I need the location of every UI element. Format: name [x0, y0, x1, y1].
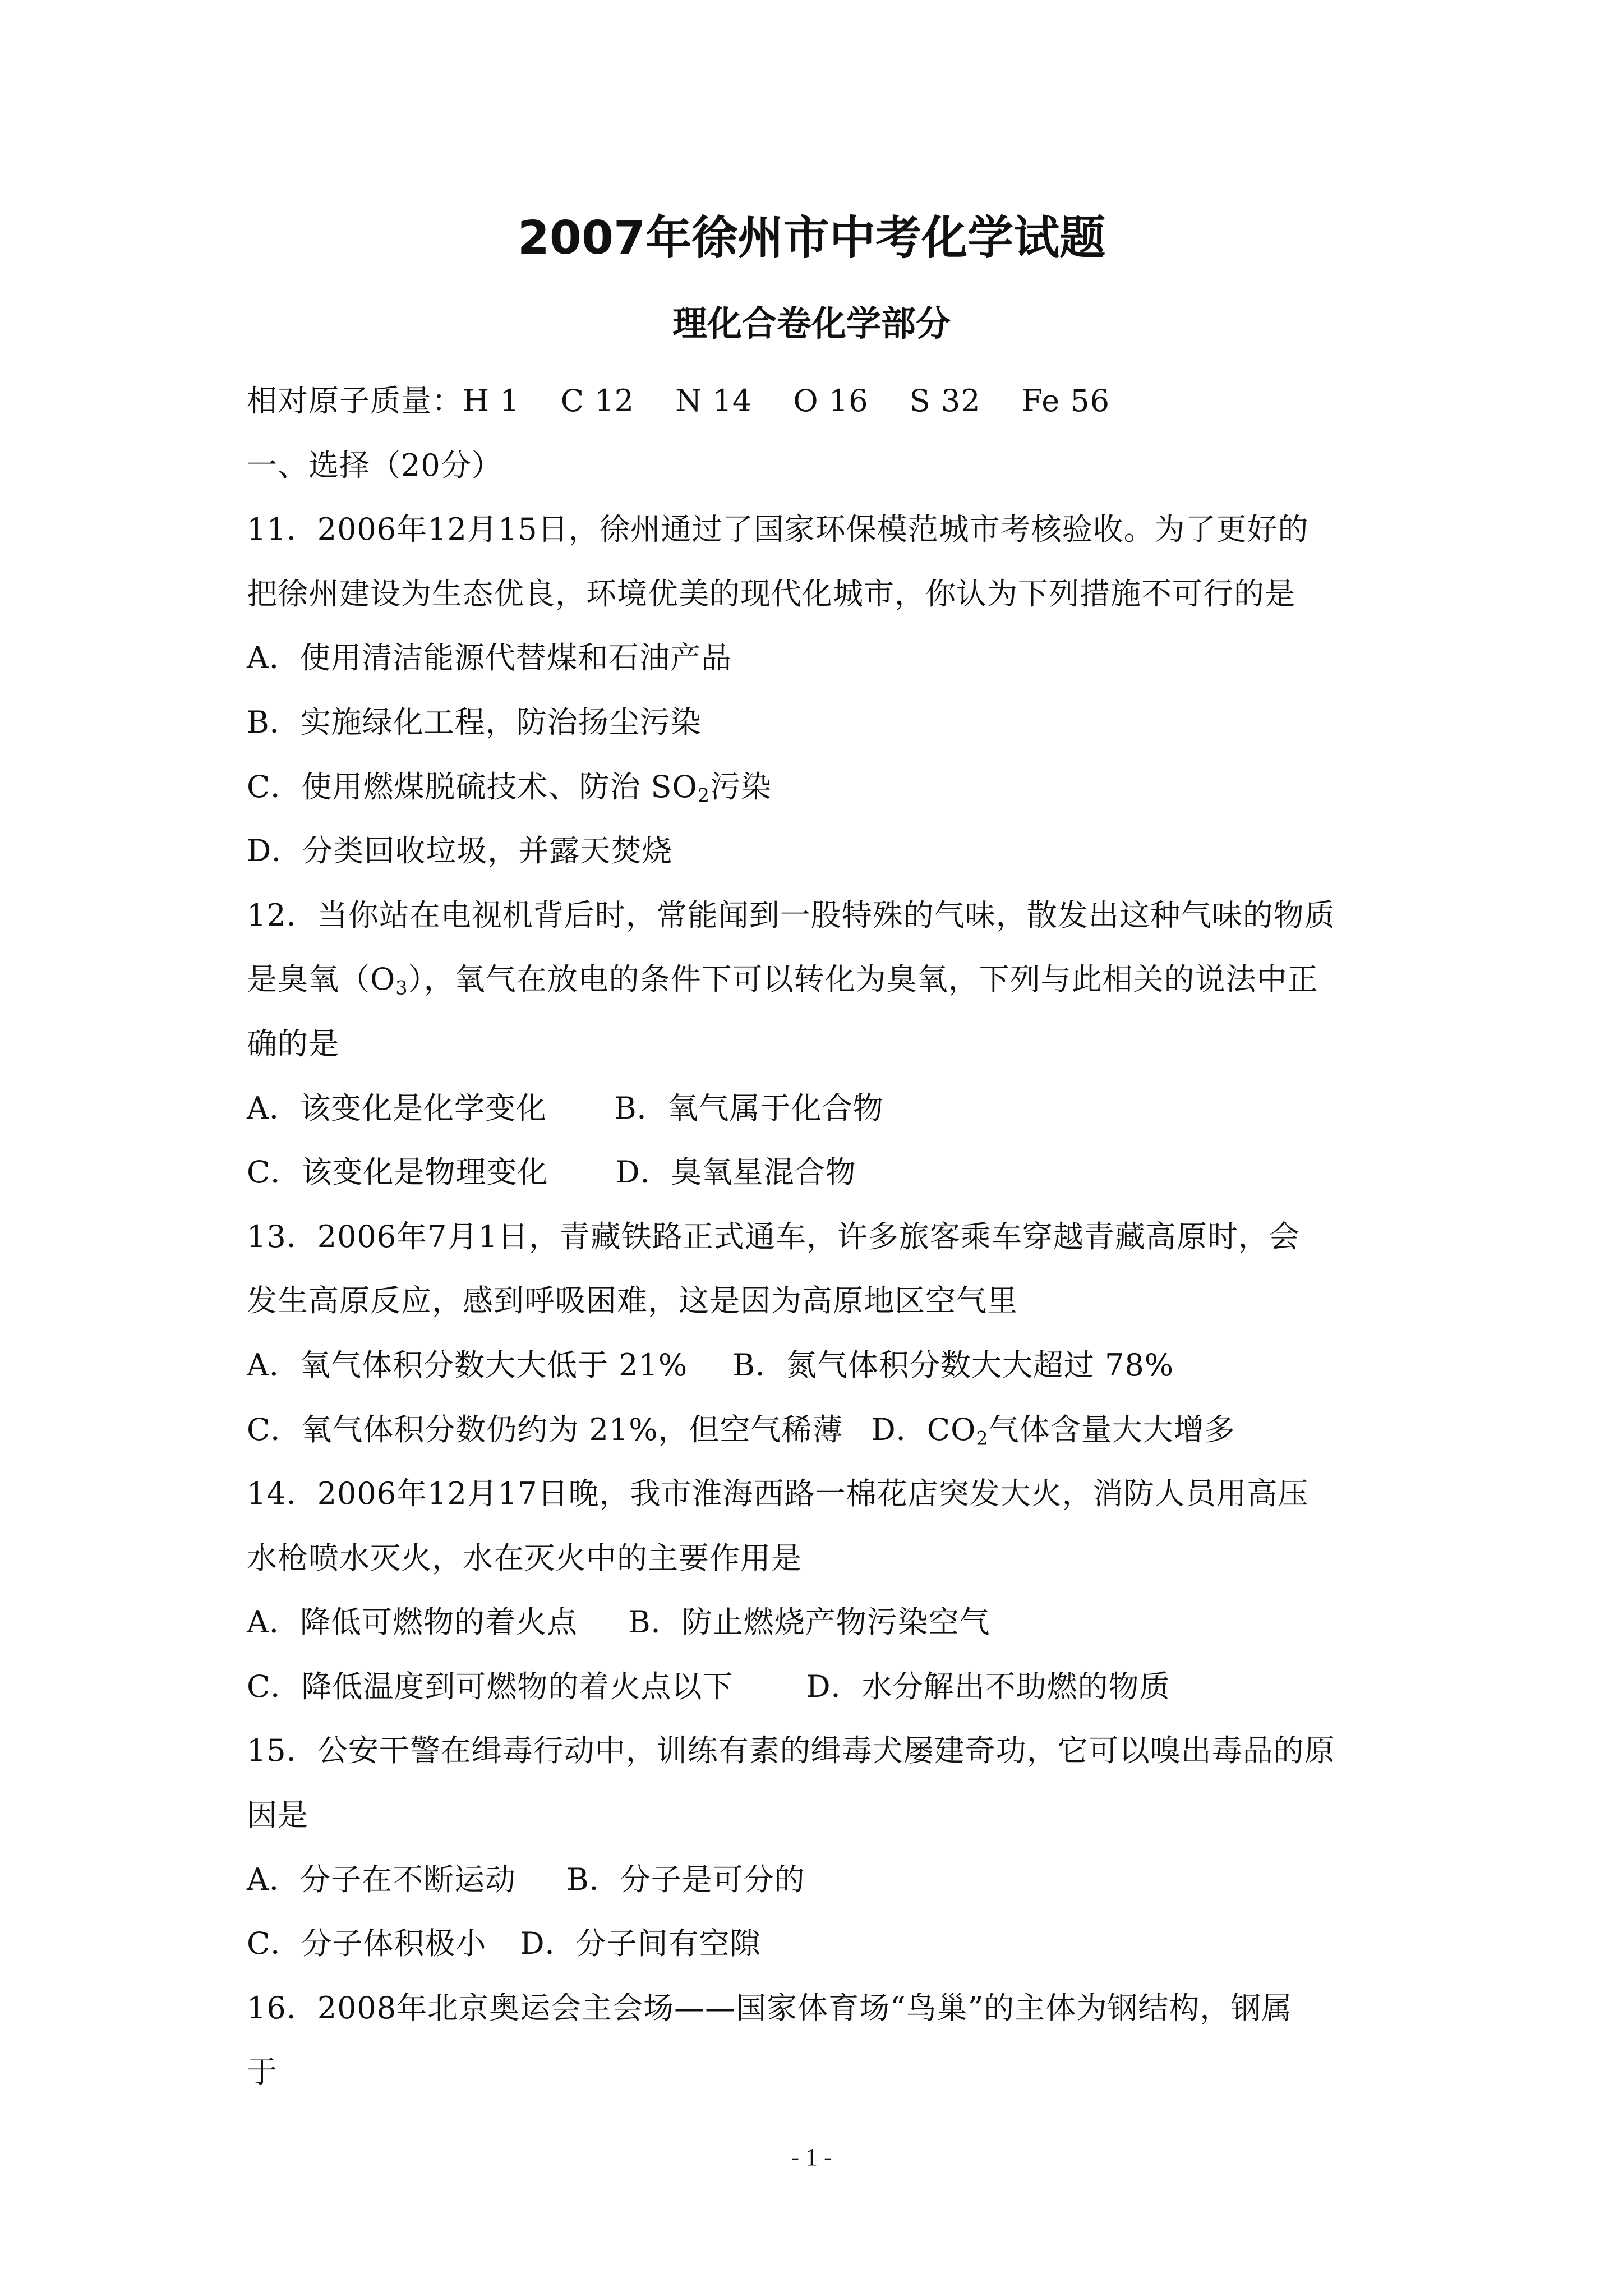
- q14-options-row-1: [247, 1590, 1391, 1655]
- q11-option-d: D．分类回收垃圾，并露天焚烧: [247, 833, 673, 869]
- exam-body: [247, 369, 1391, 2105]
- q13-option-d-suffix: 气体含量大大增多: [988, 1411, 1235, 1447]
- q15-option-c: C．分子体积极小: [247, 1926, 487, 1962]
- q16-stem-line-2: 于: [247, 2054, 278, 2090]
- q11-option-c-suffix: 污染: [710, 769, 772, 804]
- q11-option-c-text: C．使用燃煤脱硫技术、防治 SO: [247, 769, 698, 804]
- q11-option-b: B．实施绿化工程，防治扬尘污染: [247, 704, 702, 740]
- q12-option-c: C．该变化是物理变化: [247, 1154, 548, 1190]
- q14-option-c: C．降低温度到可燃物的着火点以下: [247, 1668, 734, 1704]
- q11-stem-line-2: 把徐州建设为生态优良，环境优美的现代化城市，你认为下列措施不可行的是: [247, 576, 1295, 611]
- q14-stem-line-2: 水枪喷水灭火，水在灭火中的主要作用是: [247, 1540, 802, 1576]
- q13-option-b: B．氮气体积分数大大超过 78%: [732, 1347, 1174, 1383]
- q14-option-a: A．降低可燃物的着火点: [247, 1604, 578, 1640]
- q11-option-a: A．使用清洁能源代替煤和石油产品: [247, 640, 732, 676]
- q12-stem-subscript: 3: [395, 977, 408, 999]
- q11-option-c: [247, 755, 1391, 820]
- q12-options-row-1: [247, 1076, 1391, 1141]
- q13-option-a: A．氧气体积分数大大低于 21%: [247, 1347, 688, 1383]
- q12-stem-line-2-text: 是臭氧（O: [247, 961, 396, 997]
- q14-stem-line-1: 14．2006年12月17日晚，我市淮海西路一棉花店突发大火，消防人员用高压: [247, 1476, 1309, 1512]
- q12-option-a: A．该变化是化学变化: [247, 1090, 547, 1126]
- q14-option-d: D．水分解出不助燃的物质: [806, 1668, 1170, 1704]
- q15-options-row-1: [247, 1848, 1391, 1912]
- q12-options-row-2: [247, 1140, 1391, 1205]
- q13-option-d-text: D．CO: [871, 1411, 976, 1447]
- q12-stem-line-2: [247, 947, 1391, 1012]
- q13-options-row-2: [247, 1398, 1391, 1462]
- q15-options-row-2: [247, 1912, 1391, 1976]
- q15-option-d: D．分子间有空隙: [520, 1926, 761, 1962]
- q15-option-b: B．分子是可分的: [566, 1861, 805, 1897]
- q12-stem-line-3: 确的是: [247, 1025, 339, 1061]
- q16-stem-line-1: 16．2008年北京奥运会主会场——国家体育场“鸟巢”的主体为钢结构，钢属: [247, 1990, 1293, 2026]
- q12-option-d: D．臭氧星混合物: [615, 1154, 856, 1190]
- q13-option-d-subscript: 2: [976, 1427, 989, 1449]
- q13-option-c: C．氧气体积分数仍约为 21%，但空气稀薄: [247, 1411, 843, 1447]
- page-number: - 1 -: [791, 2143, 832, 2171]
- q12-stem-line-1: 12．当你站在电视机背后时，常能闻到一股特殊的气味，散发出这种气味的物质: [247, 897, 1335, 933]
- q15-option-a: A．分子在不断运动: [247, 1861, 516, 1897]
- q14-option-b: B．防止燃烧产物污染空气: [628, 1604, 990, 1640]
- page-title: 2007年徐州市中考化学试题: [517, 211, 1106, 265]
- q12-option-b: B．氧气属于化合物: [614, 1090, 884, 1126]
- q14-options-row-2: [247, 1655, 1391, 1719]
- q11-option-c-subscript: 2: [697, 784, 711, 806]
- q13-stem-line-2: 发生高原反应，感到呼吸困难，这是因为高原地区空气里: [247, 1283, 1018, 1319]
- q11-stem-line-1: 11．2006年12月15日，徐州通过了国家环保模范城市考核验收。为了更好的: [247, 512, 1309, 547]
- q13-options-row-1: [247, 1333, 1391, 1398]
- page-subtitle: 理化合卷化学部分: [672, 303, 951, 344]
- q15-stem-line-2: 因是: [247, 1797, 308, 1833]
- section-heading: 一、选择（20分）: [247, 447, 502, 483]
- q13-stem-line-1: 13．2006年7月1日，青藏铁路正式通车，许多旅客乘车穿越青藏高原时，会: [247, 1218, 1300, 1254]
- atomic-masses-line: 相对原子质量：H 1 C 12 N 14 O 16 S 32 Fe 56: [247, 383, 1110, 418]
- q12-stem-line-2-suffix: ），氧气在放电的条件下可以转化为臭氧，下列与此相关的说法中正: [408, 961, 1318, 997]
- q15-stem-line-1: 15．公安干警在缉毒行动中，训练有素的缉毒犬屡建奇功，它可以嗅出毒品的原: [247, 1733, 1335, 1769]
